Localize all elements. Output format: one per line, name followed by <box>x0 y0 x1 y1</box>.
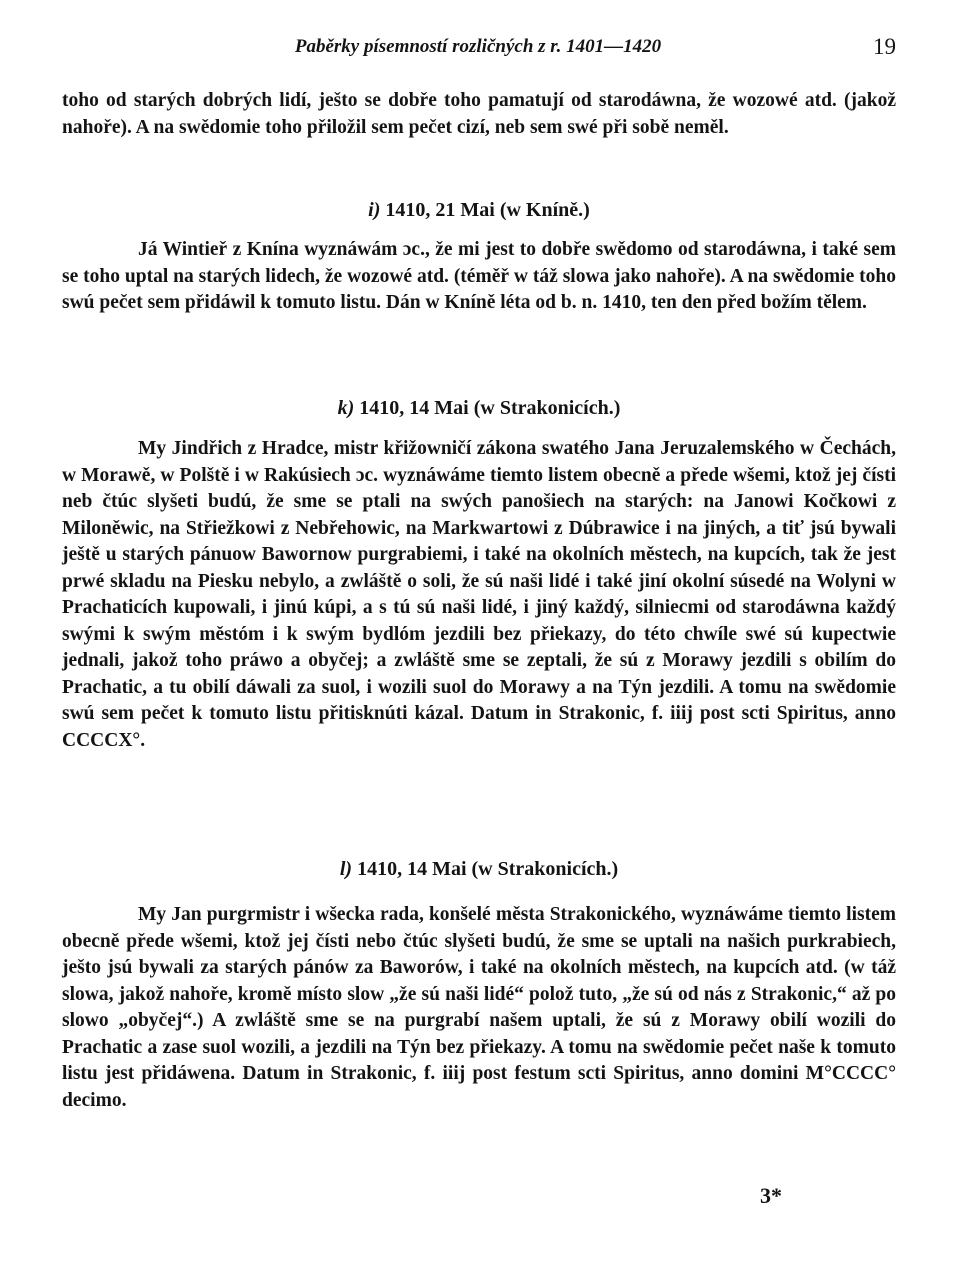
section-paragraph: Já Wintieř z Knína wyznáwám ɔc., že mi jest to dobře swědomo od starodáwna, i také sem se toho uptal na starých lidech, že wozowé atd. (téměř w táž slowa jako nahoře). A na swědomie toho swú pečet sem přidáwil k tomuto listu. Dán w Kníně léta od b. n. 1410, ten den před božím tělem. <box>62 239 896 313</box>
section-heading-k <box>62 397 896 420</box>
running-head <box>60 34 896 66</box>
running-title: Paběrky písemností rozličných z r. 1401—1420 <box>294 36 662 57</box>
section-date: 1410, 14 Mai (w Strakonicích.) <box>357 858 619 880</box>
signature-mark: 3* <box>760 1183 782 1208</box>
section-letter: l) <box>339 858 353 880</box>
section-letter: k) <box>337 397 355 419</box>
section-body-l <box>62 902 896 1114</box>
section-date: 1410, 21 Mai (w Kníně.) <box>385 199 590 221</box>
section-body-i <box>62 237 896 317</box>
section-paragraph: My Jan purgrmistr i wšecka rada, konšelé města Strakonického, wyznáwáme tiemto listem obecně přede wšemi, ktož jej čísti nebo čtúc slyšeti budú, že sme se uptali na našich purkrabiech, ješto jsú bywali za starých pánów za Baworów, i také na okolních městech, na kupcích atd. (w táž slowa, jakož nahoře, kromě místo slow „že sú naši lidé“ polož tuto, „že sú od nás z Strakonic,“ až po slowo „obyčej“.) A zwláště sme se na purgrabí našem uptali, že sú z Morawy obilí wozili do Prachatic a zase suol wozili, a jezdili na Týn bez přiekazy. A tomu na swědomie pečet naše k tomuto listu jest přidáwena. Datum in Strakonic, f. iiij post festum scti Spiritus, anno domini M°CCCC° decimo. <box>62 904 896 1111</box>
section-heading-i <box>62 199 896 222</box>
section-paragraph: My Jindřich z Hradce, mistr křižowničí zákona swatého Jana Jeruzalemského w Čechách, w Morawě, w Polště i w Rakúsiech ɔc. wyznáwáme tiemto listem obecně a přede wšemi, ktož jej čísti neb čtúc slyšeti budú, že sme se ptali na swých panošiech na starých: na Janowi Kočkowi z Miloněwic, na Střiežkowi z Nebřehowic, na Markwartowi z Dúbrawice i na jiných, a tiť jsú bywali ještě u starých pánuow Bawornow purgrabiemi, i také na okolních městech, na kupcích, tak že jest prwé skladu na Piesku nebylo, a zwláště o soli, že sú naši lidé i také jiní okolní súsedé na Wolyni w Prachaticích kupowali, i jinú kúpi, a s tú sú naši lidé, i jiný každý, silniecmi od starodáwna každý swými k swým městóm i k swým bydlóm jezdili bez přiekazy, do této chwíle swé sú kupectwie jednali, jakož toho práwo a obyčej; a zwláště sme se zeptali, že sú z Morawy jezdili s obilím do Prachatic, a tu obilí dáwali za suol, i wozili suol do Morawy a na Týn jezdili. A tomu na swědomie swú sem pečet k tomuto listu přitisknúti kázal. Datum in Strakonic, f. iiij post scti Spiritus, anno CCCCX°. <box>62 438 896 751</box>
intro-block <box>62 88 896 141</box>
section-date: 1410, 14 Mai (w Strakonicích.) <box>359 397 621 419</box>
section-heading-l <box>62 858 896 881</box>
intro-paragraph: toho od starých dobrých lidí, ješto se dobře toho pamatují od starodáwna, že wozowé atd. (jakož nahoře). A na swědomie toho přiložil sem pečet cizí, neb sem swé při sobě neměl. <box>62 90 896 138</box>
section-body-k <box>62 436 896 754</box>
page-number: 19 <box>873 34 896 59</box>
section-letter: i) <box>368 199 381 221</box>
